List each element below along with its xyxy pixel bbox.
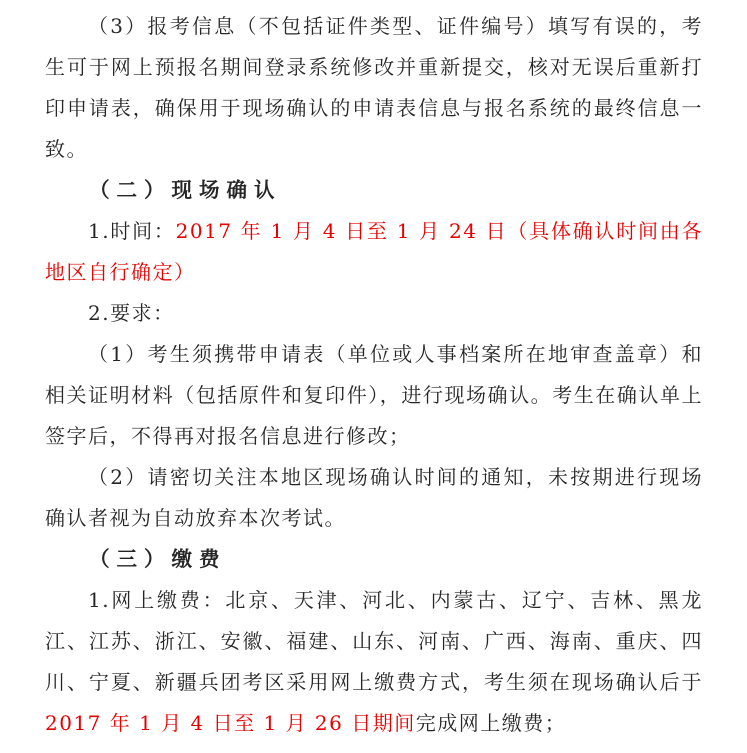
text-run: 完成网上缴费； [415, 711, 567, 735]
text-run: （3）报考信息（不包括证件类型、证件编号）填写有误的，考生可于网上预报名期间登录系统修改并重新提交，核对无误后重新打印申请表，确保用于现场确认的申请表信息与报名系统的最终信息一致。 [45, 14, 703, 161]
paragraph [45, 211, 703, 293]
paragraph [45, 580, 703, 744]
text-run: （1）考生须携带申请表（单位或人事档案所在地审查盖章）和相关证明材料（包括原件和复印件），进行现场确认。考生在确认单上签字后，不得再对报名信息进行修改； [45, 342, 703, 448]
text-run: 1.网上缴费：北京、天津、河北、内蒙古、辽宁、吉林、黑龙江、江苏、浙江、安徽、福建、山东、河南、广西、海南、重庆、四川、宁夏、新疆兵团考区采用网上缴费方式，考生须在现场确认后于 [45, 588, 703, 694]
document-body [45, 6, 703, 744]
text-run: 2.要求： [88, 301, 175, 325]
text-run: （2）请密切关注本地区现场确认时间的通知，未按期进行现场确认者视为自动放弃本次考试。 [45, 465, 703, 530]
highlighted-text-run: 2017 年 1 月 4 日至 1 月 24 日（具体确认时间由各地区自行确定） [45, 219, 703, 284]
paragraph [45, 457, 703, 539]
section-heading [45, 539, 703, 580]
text-run: 1.时间： [88, 219, 176, 243]
section-heading [45, 170, 703, 211]
paragraph [45, 6, 703, 170]
text-run: （二）现场确认 [89, 178, 282, 202]
highlighted-text-run: 2017 年 1 月 4 日至 1 月 26 日期间 [45, 711, 416, 735]
paragraph [45, 334, 703, 457]
paragraph [45, 293, 703, 334]
text-run: （三）缴费 [89, 547, 227, 571]
